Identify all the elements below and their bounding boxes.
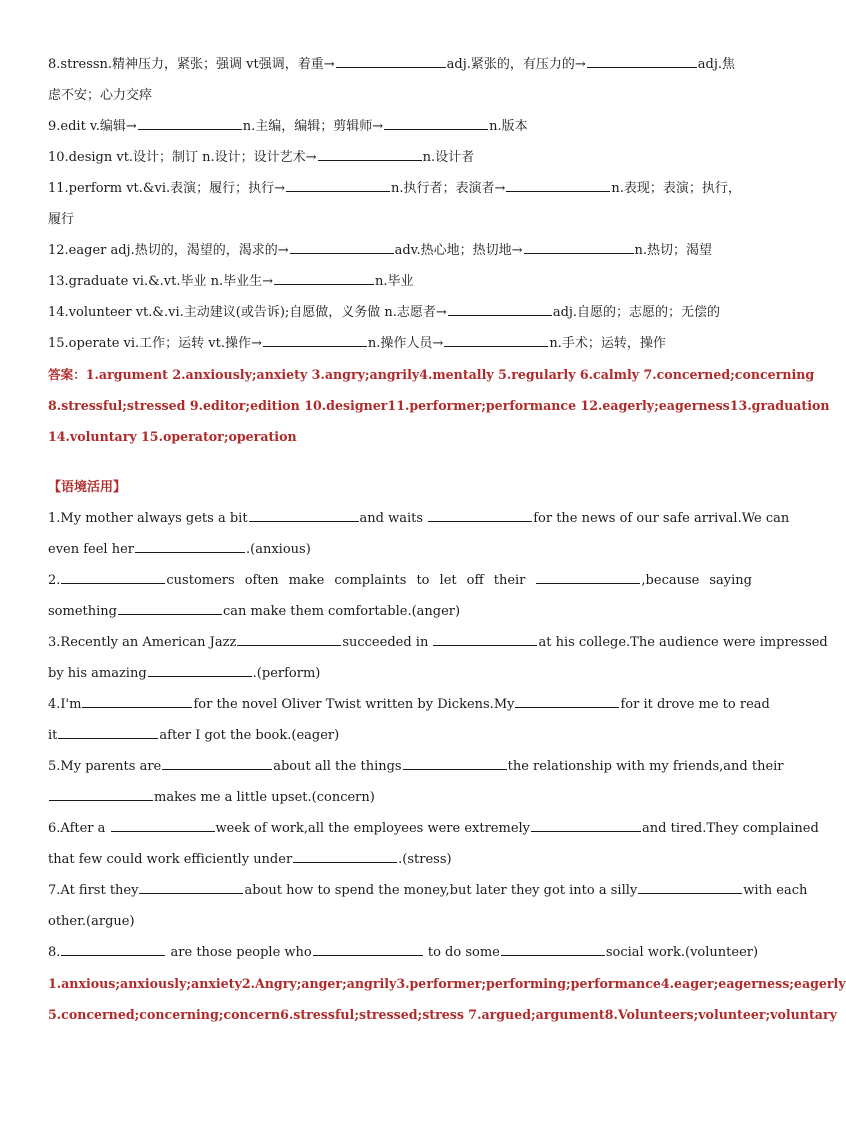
answer-blank[interactable] xyxy=(384,115,488,130)
question-4-cont: it after I got the book.(eager) xyxy=(48,720,752,751)
answer-blank[interactable] xyxy=(111,817,215,832)
vocab-item-8-cont: 虑不安；心力交瘁 xyxy=(48,88,153,103)
worksheet-page xyxy=(48,49,846,1030)
answer-blank[interactable] xyxy=(286,177,390,192)
question-7-cont: other.(argue) xyxy=(48,914,135,929)
answer-blank[interactable] xyxy=(524,239,634,254)
answer-blank[interactable] xyxy=(249,507,359,522)
question-8: 8. are those people who to do some social work.(volunteer) xyxy=(48,937,752,968)
answer-blank[interactable] xyxy=(433,631,537,646)
answer-blank[interactable] xyxy=(237,631,341,646)
vocab-item-10: 10.design vt.设计；制订 n.设计；设计艺术→ n.设计者 xyxy=(48,142,752,173)
answer-blank[interactable] xyxy=(531,817,641,832)
answer-blank[interactable] xyxy=(274,270,374,285)
vocab-item-11-cont: 履行 xyxy=(48,212,75,227)
answer-blank[interactable] xyxy=(58,724,158,739)
answer-blank[interactable] xyxy=(444,332,548,347)
question-1: 1.My mother always gets a bit and waits for the news of our safe arrival.We can xyxy=(48,503,752,534)
question-3-cont: by his amazing .(perform) xyxy=(48,658,752,689)
answer-blank[interactable] xyxy=(293,848,397,863)
answer-blank[interactable] xyxy=(162,755,272,770)
answer-blank[interactable] xyxy=(135,538,245,553)
answer-blank[interactable] xyxy=(61,569,165,584)
answer-blank[interactable] xyxy=(448,301,552,316)
answer-blank[interactable] xyxy=(82,693,192,708)
vocab-item-11: 11.perform vt.&vi.表演；履行；执行→ n.执行者；表演者→ n.表现；表演；执行， xyxy=(48,173,752,204)
question-3: 3.Recently an American Jazz succeeded in at his college.The audience were impressed xyxy=(48,627,752,658)
answer-blank[interactable] xyxy=(638,879,742,894)
answer-key2-line-1: 1.anxious;anxiously;anxiety2.Angry;anger;angrily3.performer;performing;performance4.eager;eagerness;eagerly xyxy=(48,976,846,991)
answer-blank[interactable] xyxy=(318,146,422,161)
question-6-cont: that few could work efficiently under .(stress) xyxy=(48,844,752,875)
question-5: 5.My parents are about all the things the relationship with my friends,and their xyxy=(48,751,752,782)
answer-blank[interactable] xyxy=(403,755,507,770)
answer-blank[interactable] xyxy=(118,600,222,615)
question-2: 2. customers often make complaints to let off their ,because saying xyxy=(48,565,752,596)
answer-key-line-3: 14.voluntary 15.operator;operation xyxy=(48,429,297,444)
vocab-item-14: 14.volunteer vt.&.vi.主动建议(或告诉);自愿做，义务做 n.志愿者→ adj.自愿的；志愿的；无偿的 xyxy=(48,297,752,328)
question-5-cont: makes me a little upset.(concern) xyxy=(48,782,752,813)
vocab-item-15: 15.operate vi.工作；运转 vt.操作→ n.操作人员→ n.手术；运转，操作 xyxy=(48,328,752,359)
answer-blank[interactable] xyxy=(515,693,619,708)
answer-key-line-1: 答案：1.argument 2.anxiously;anxiety 3.angry;angrily4.mentally 5.regularly 6.calmly 7.concerned;concerning xyxy=(48,367,815,382)
question-6: 6.After a week of work,all the employees were extremely and tired.They complained xyxy=(48,813,752,844)
answer-blank[interactable] xyxy=(587,53,697,68)
answer-blank[interactable] xyxy=(263,332,367,347)
question-7: 7.At first they about how to spend the money,but later they got into a silly with each xyxy=(48,875,752,906)
question-4: 4.I'm for the novel Oliver Twist written by Dickens.My for it drove me to read xyxy=(48,689,752,720)
vocab-item-9: 9.edit v.编辑→ n.主编，编辑；剪辑师→ n.版本 xyxy=(48,111,752,142)
answer-blank[interactable] xyxy=(501,941,605,956)
vocab-item-12: 12.eager adj.热切的，渴望的，渴求的→ adv.热心地；热切地→ n.热切；渴望 xyxy=(48,235,752,266)
answer-blank[interactable] xyxy=(506,177,610,192)
answer-blank[interactable] xyxy=(148,662,252,677)
answer-blank[interactable] xyxy=(61,941,165,956)
answer-blank[interactable] xyxy=(290,239,394,254)
question-2-cont: something can make them comfortable.(anger) xyxy=(48,596,752,627)
answer-blank[interactable] xyxy=(138,115,242,130)
answer-blank[interactable] xyxy=(313,941,423,956)
section-title: 【语境活用】 xyxy=(48,480,127,495)
answer-blank[interactable] xyxy=(139,879,243,894)
answer-blank[interactable] xyxy=(536,569,640,584)
answer-key2-line-2: 5.concerned;concerning;concern6.stressful;stressed;stress 7.argued;argument8.Volunteers;volunteer;voluntary xyxy=(48,1007,837,1022)
answer-blank[interactable] xyxy=(336,53,446,68)
vocab-item-8: 8.stressn.精神压力，紧张；强调 vt强调，着重→ adj.紧张的，有压力的→ adj.焦 xyxy=(48,49,752,80)
answer-key-line-2: 8.stressful;stressed 9.editor;edition 10.designer11.performer;performance 12.eagerly;eagerness13.graduation xyxy=(48,398,830,413)
vocab-item-13: 13.graduate vi.&.vt.毕业 n.毕业生→ n.毕业 xyxy=(48,266,752,297)
answer-blank[interactable] xyxy=(49,786,153,801)
question-1-cont: even feel her .(anxious) xyxy=(48,534,752,565)
answer-blank[interactable] xyxy=(428,507,532,522)
